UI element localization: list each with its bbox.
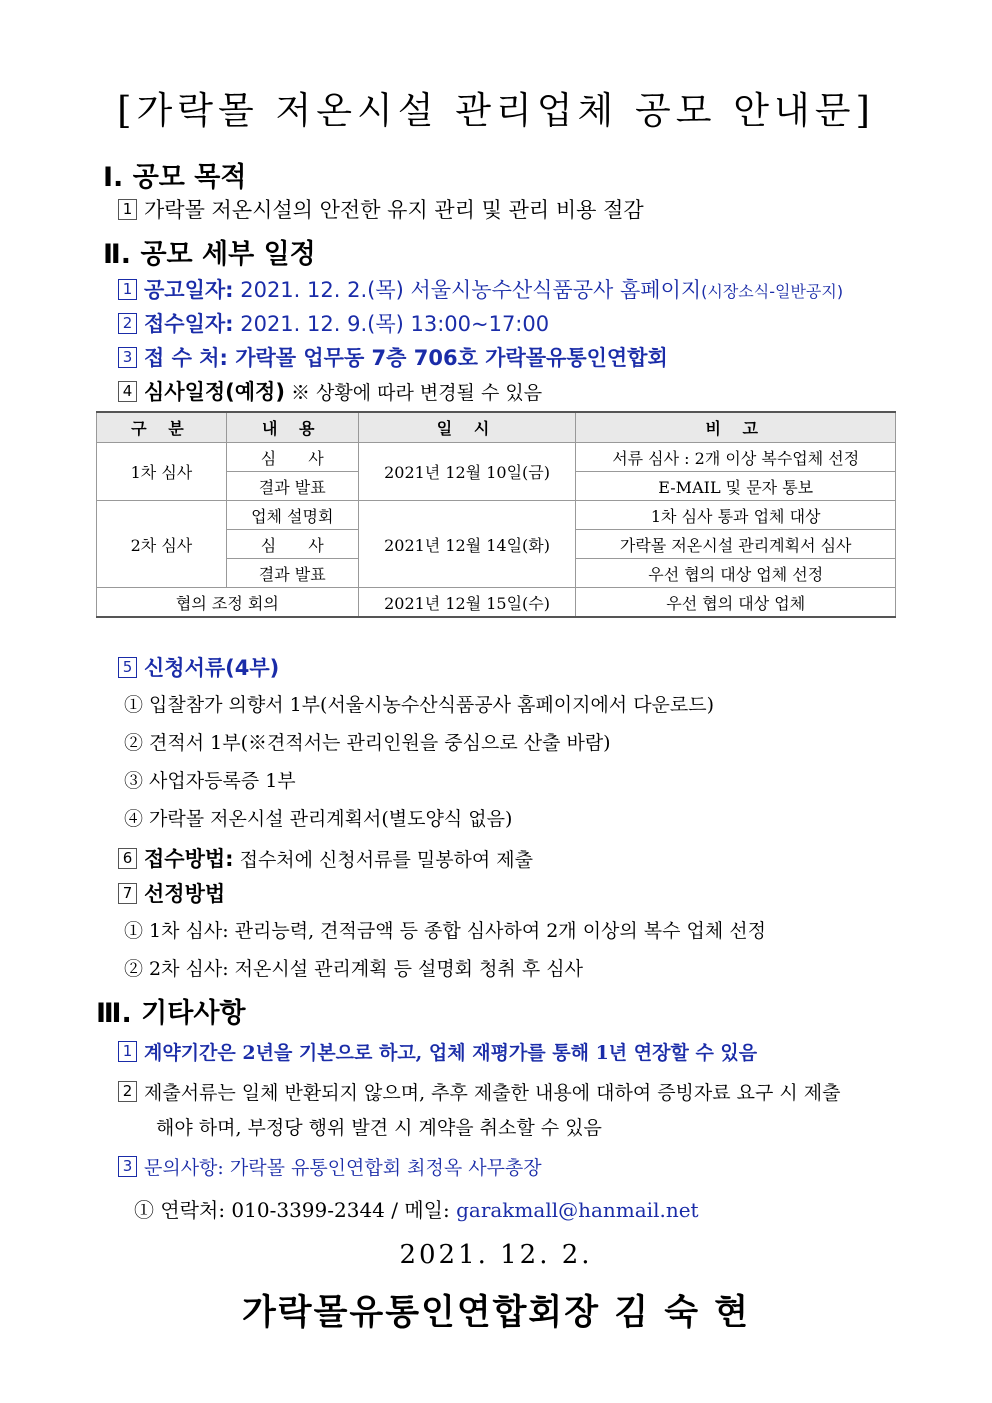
contact-line (134, 1194, 699, 1223)
item-number-box: 2 (118, 313, 137, 334)
contact-prefix: ① 연락처: 010-3399-2344 / 메일: (134, 1198, 457, 1222)
cell-note: E-MAIL 및 문자 통보 (576, 472, 896, 501)
announce-label: 공고일자: (144, 278, 234, 302)
announce-note: (시장소식-일반공지) (701, 282, 844, 301)
item-number-box: 1 (118, 279, 137, 300)
sec1-item-1 (118, 194, 644, 224)
table-row (97, 501, 896, 530)
cell-note: 우선 협의 대상 업체 선정 (576, 559, 896, 588)
cell-content: 심 사 (226, 443, 358, 472)
item-number-box: 4 (118, 381, 137, 402)
sec2-item-receipt-place (118, 342, 668, 372)
sec2-item-receipt-date (118, 308, 549, 338)
sec2-item-schedule (118, 376, 542, 406)
sec3-item-inquiry (118, 1153, 542, 1180)
sec3-item-documents (118, 1078, 841, 1105)
docs-item-3: ③ 사업자등록증 1부 (124, 770, 296, 792)
sec2-item-docs (118, 652, 279, 682)
section-2-heading: Ⅱ. 공모 세부 일정 (103, 239, 316, 270)
cell-group: 2차 심사 (97, 501, 227, 588)
schedule-table (96, 411, 896, 618)
receipt-date-text: 2021. 12. 9.(목) 13:00~17:00 (233, 312, 550, 336)
section-3-heading: Ⅲ. 기타사항 (96, 998, 246, 1029)
item-number-box: 1 (118, 1041, 137, 1062)
header-content: 내 용 (226, 412, 358, 443)
documents-line-2: 해야 하며, 부정당 행위 발견 시 계약을 취소할 수 있음 (156, 1117, 602, 1139)
document-title: [가락몰 저온시설 관리업체 공모 안내문] (117, 89, 875, 132)
select-label: 선정방법 (144, 882, 226, 906)
header-datetime: 일 시 (358, 412, 576, 443)
docs-label: 신청서류(4부) (144, 656, 280, 680)
item-number-box: 1 (118, 199, 137, 220)
cell-date: 2021년 12월 10일(금) (358, 443, 576, 501)
cell-content: 심 사 (226, 530, 358, 559)
cell-date: 2021년 12월 14일(화) (358, 501, 576, 588)
cell-content: 업체 설명회 (226, 501, 358, 530)
contract-text: 계약기간은 2년을 기본으로 하고, 업체 재평가를 통해 1년 연장할 수 있음 (144, 1042, 758, 1064)
item-number-box: 5 (118, 657, 137, 678)
cell-group: 1차 심사 (97, 443, 227, 501)
item-number-box: 3 (118, 1156, 137, 1177)
schedule-note: ※ 상황에 따라 변경될 수 있음 (284, 382, 543, 404)
inquiry-text: 문의사항: 가락몰 유통인연합회 최정옥 사무총장 (144, 1157, 542, 1179)
cell-note: 가락몰 저온시설 관리계획서 심사 (576, 530, 896, 559)
method-text: 접수처에 신청서류를 밀봉하여 제출 (233, 849, 534, 871)
item-number-box: 6 (118, 848, 137, 869)
sec3-item-contract (118, 1038, 757, 1065)
receipt-date-label: 접수일자: (144, 312, 234, 336)
cell-note: 서류 심사 : 2개 이상 복수업체 선정 (576, 443, 896, 472)
section-1-heading: Ⅰ. 공모 목적 (103, 162, 247, 193)
header-category: 구 분 (97, 412, 227, 443)
receipt-place-text: 가락몰 업무동 7층 706호 가락몰유통인연합회 (227, 346, 668, 370)
table-row (97, 443, 896, 472)
sec2-item-method (118, 843, 533, 873)
announce-text: 2021. 12. 2.(목) 서울시농수산식품공사 홈페이지 (233, 278, 702, 302)
receipt-place-label: 접 수 처: (144, 346, 228, 370)
select-item-1: ① 1차 심사: 관리능력, 견적금액 등 종합 심사하여 2개 이상의 복수 업체 선정 (124, 920, 767, 942)
method-label: 접수방법: (144, 847, 234, 871)
docs-item-4: ④ 가락몰 저온시설 관리계획서(별도양식 없음) (124, 808, 513, 830)
sec2-item-select (118, 878, 225, 908)
cell-group: 협의 조정 회의 (97, 588, 359, 618)
item-number-box: 7 (118, 883, 137, 904)
table-header-row (97, 412, 896, 443)
item-number-box: 3 (118, 347, 137, 368)
cell-note: 1차 심사 통과 업체 대상 (576, 501, 896, 530)
docs-item-1: ① 입찰참가 의향서 1부(서울시농수산식품공사 홈페이지에서 다운로드) (124, 694, 715, 716)
header-remarks: 비 고 (576, 412, 896, 443)
cell-note: 우선 협의 대상 업체 (576, 588, 896, 618)
schedule-label: 심사일정(예정) (144, 380, 285, 404)
item-number-box: 2 (118, 1081, 137, 1102)
docs-item-2: ② 견적서 1부(※견적서는 관리인원을 중심으로 산출 바람) (124, 732, 611, 754)
cell-content: 결과 발표 (226, 559, 358, 588)
sec2-item-announce (118, 274, 843, 304)
signature-line: 가락몰유통인연합회장 김 숙 현 (241, 1293, 751, 1333)
documents-line-1: 제출서류는 일체 반환되지 않으며, 추후 제출한 내용에 대하여 증빙자료 요구 시 제출 (144, 1082, 841, 1104)
sec1-item-1-text: 가락몰 저온시설의 안전한 유지 관리 및 관리 비용 절감 (144, 198, 644, 222)
document-date: 2021. 12. 2. (399, 1240, 593, 1270)
select-item-2: ② 2차 심사: 저온시설 관리계획 등 설명회 청취 후 심사 (124, 958, 583, 980)
cell-date: 2021년 12월 15일(수) (358, 588, 576, 618)
cell-content: 결과 발표 (226, 472, 358, 501)
table-row (97, 588, 896, 618)
contact-email-link[interactable]: garakmall@hanmail.net (456, 1198, 699, 1222)
